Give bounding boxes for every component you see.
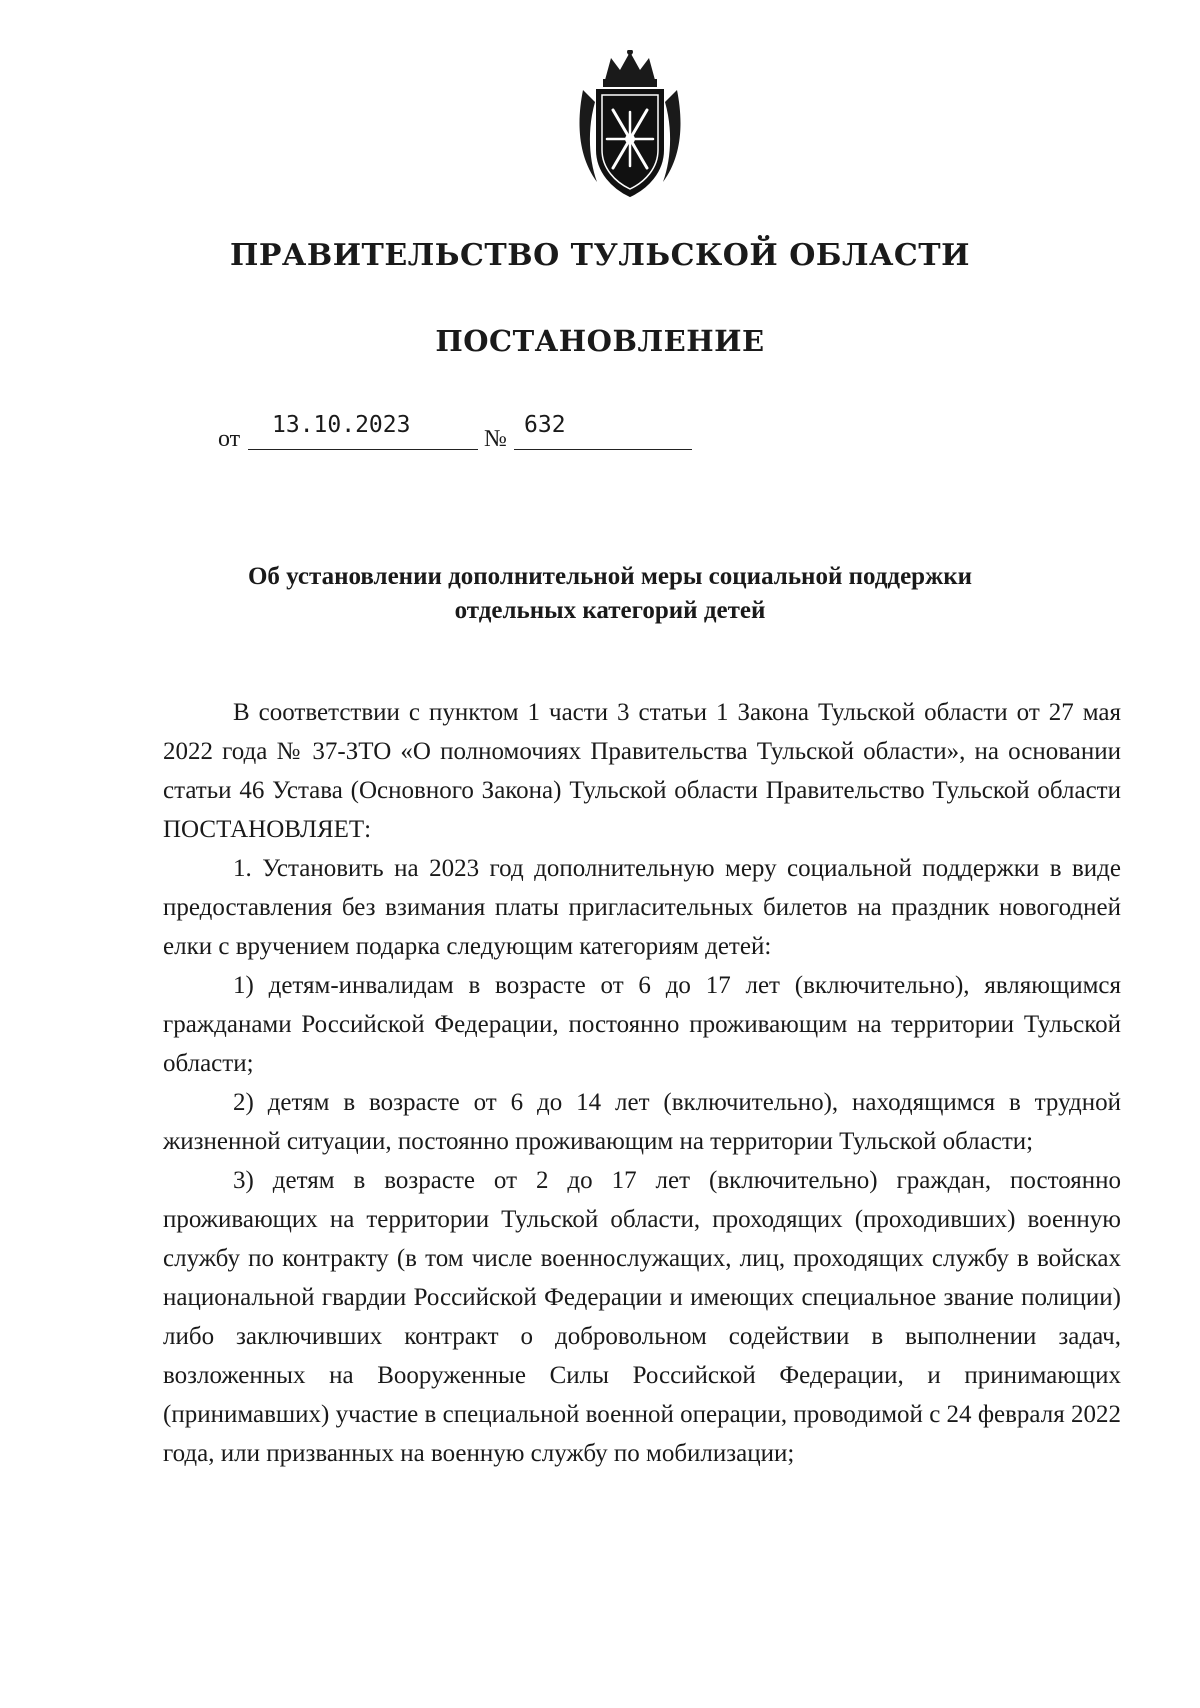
number-label: № xyxy=(484,426,507,452)
document-type: ПОСТАНОВЛЕНИЕ xyxy=(435,324,765,358)
coat-of-arms-icon xyxy=(575,50,685,200)
paragraph-subitem-1: 1) детям-инвалидам в возрасте от 6 до 17 лет (включительно), являющимся гражданами Российской Федерации, постоянно проживающим на территории Тульской области; xyxy=(163,972,1121,1077)
paragraph-subitem-2: 2) детям в возрасте от 6 до 14 лет (включительно), находящимся в трудной жизненной ситуации, постоянно проживающим на территории Тульской области; xyxy=(163,1089,1121,1155)
paragraph-item-1: 1. Установить на 2023 год дополнительную меру социальной поддержки в виде предоставления без взимания платы пригласительных билетов на праздник новогодней елки с вручением подарка следующим категориям детей: xyxy=(163,855,1121,960)
document-subject xyxy=(160,560,1060,628)
document-number: 632 xyxy=(524,412,566,438)
document-body xyxy=(163,693,1121,1473)
organization-title: ПРАВИТЕЛЬСТВО ТУЛЬСКОЙ ОБЛАСТИ xyxy=(230,238,970,273)
date-underline xyxy=(248,449,478,450)
paragraph-subitem-3: 3) детям в возрасте от 2 до 17 лет (включительно) граждан, постоянно проживающих на территории Тульской области, проходящих (проходивших) военную службу по контракту (в том числе военнослужащих, лиц, проходящих службу в войсках национальной гвардии Российской Федерации и имеющих специальное звание полиции) либо заключивших контракт о добровольном содействии в выполнении задач, возложенных на Вооруженные Силы Российской Федерации, и принимающих (принимавших) участие в специальной военной операции, проводимой с 24 февраля 2022 года, или призванных на военную службу по мобилизации; xyxy=(163,1167,1121,1467)
date-label: от xyxy=(218,426,241,452)
number-underline xyxy=(514,449,692,450)
document-date: 13.10.2023 xyxy=(272,412,411,438)
paragraph-preamble: В соответствии с пунктом 1 части 3 статьи 1 Закона Тульской области от 27 мая 2022 года № 37-ЗТО «О полномочиях Правительства Тульской области», на основании статьи 46 Устава (Основного Закона) Тульской области Правительство Тульской области ПОСТАНОВЛЯЕТ: xyxy=(163,699,1121,843)
subject-line-1: Об установлении дополнительной меры социальной поддержки xyxy=(247,563,973,590)
subject-line-2: отдельных категорий детей xyxy=(454,597,766,624)
